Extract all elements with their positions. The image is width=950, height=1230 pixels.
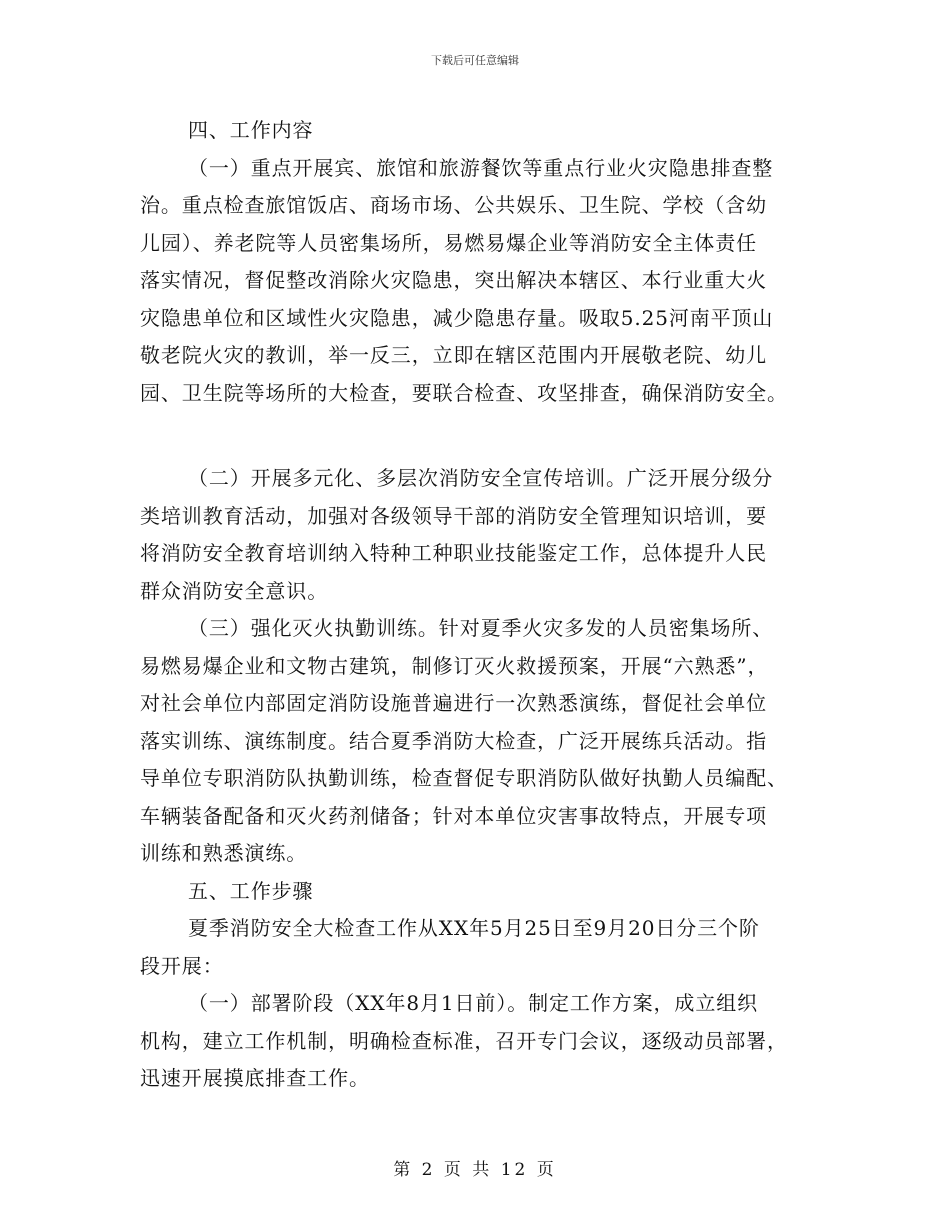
paragraph-line: 群众消防安全意识。 [140,578,329,603]
paragraph-line: 灾隐患单位和区域性火灾隐患，减少隐患存量。吸取5.25河南平顶山 [140,305,774,330]
paragraph-line: 落实情况，督促整改消除火灾隐患，突出解决本辖区、本行业重大火 [140,268,767,292]
section-heading-work-content: 四、工作内容 [188,118,314,142]
paragraph-line: 导单位专职消防队执勤训练，检查督促专职消防队做好执勤人员编配、 [140,766,788,790]
paragraph-line: 敬老院火灾的教训，举一反三，立即在辖区范围内开展敬老院、幼儿 [140,343,767,367]
paragraph-gap [140,412,812,460]
section-heading-work-steps: 五、工作步骤 [188,878,314,903]
paragraph-line: （三）强化灭火执勤训练。针对夏季火灾多发的人员密集场所、 [188,616,774,640]
paragraph-line: 训练和熟悉演练。 [140,841,308,865]
paragraph-line: 易燃易爆企业和文物古建筑，制修订灭火救援预案，开展“六熟悉”， [140,653,769,678]
paragraph-line: 夏季消防安全大检查工作从XX年5月25日至9月20日分三个阶 [188,916,760,940]
paragraph-line: 儿园）、养老院等人员密集场所，易燃易爆企业等消防安全主体责任 [140,230,757,255]
paragraph-line: 车辆装备配备和灭火药剂储备；针对本单位灾害事故特点，开展专项 [140,803,767,828]
paragraph-line: 迅速开展摸底排查工作。 [140,1066,370,1090]
paragraph-line: 落实训练、演练制度。结合夏季消防大检查，广泛开展练兵活动。指 [140,728,767,753]
paragraph-line: 将消防安全教育培训纳入特种工种职业技能鉴定工作，总体提升人民 [140,541,767,565]
paragraph-line: 园、卫生院等场所的大检查，要联合检查、攻坚排查，确保消防安全。 [140,380,788,405]
paragraph-line: 治。重点检查旅馆饭店、商场市场、公共娱乐、卫生院、学校（含幼 [140,193,767,217]
paragraph-line: 类培训教育活动，加强对各级领导干部的消防安全管理知识培训，要 [140,503,767,528]
page-header: 下载后可任意编辑 [431,54,519,67]
paragraph-line: （一）部署阶段（XX年8月1日前）。制定工作方案，成立组织 [188,991,759,1015]
paragraph-line: 对社会单位内部固定消防设施普遍进行一次熟悉演练，督促社会单位 [140,691,767,715]
page-number-footer: 第 2 页 共 12 页 [393,1160,557,1180]
paragraph-line: 机构，建立工作机制，明确检查标准，召开专门会议，逐级动员部署， [140,1028,788,1053]
paragraph-line: 段开展： [140,953,224,978]
paragraph-line: （二）开展多元化、多层次消防安全宣传培训。广泛开展分级分 [188,466,774,490]
paragraph-line: （一）重点开展宾、旅馆和旅游餐饮等重点行业火灾隐患排查整 [188,155,774,180]
document-body [140,112,812,1098]
